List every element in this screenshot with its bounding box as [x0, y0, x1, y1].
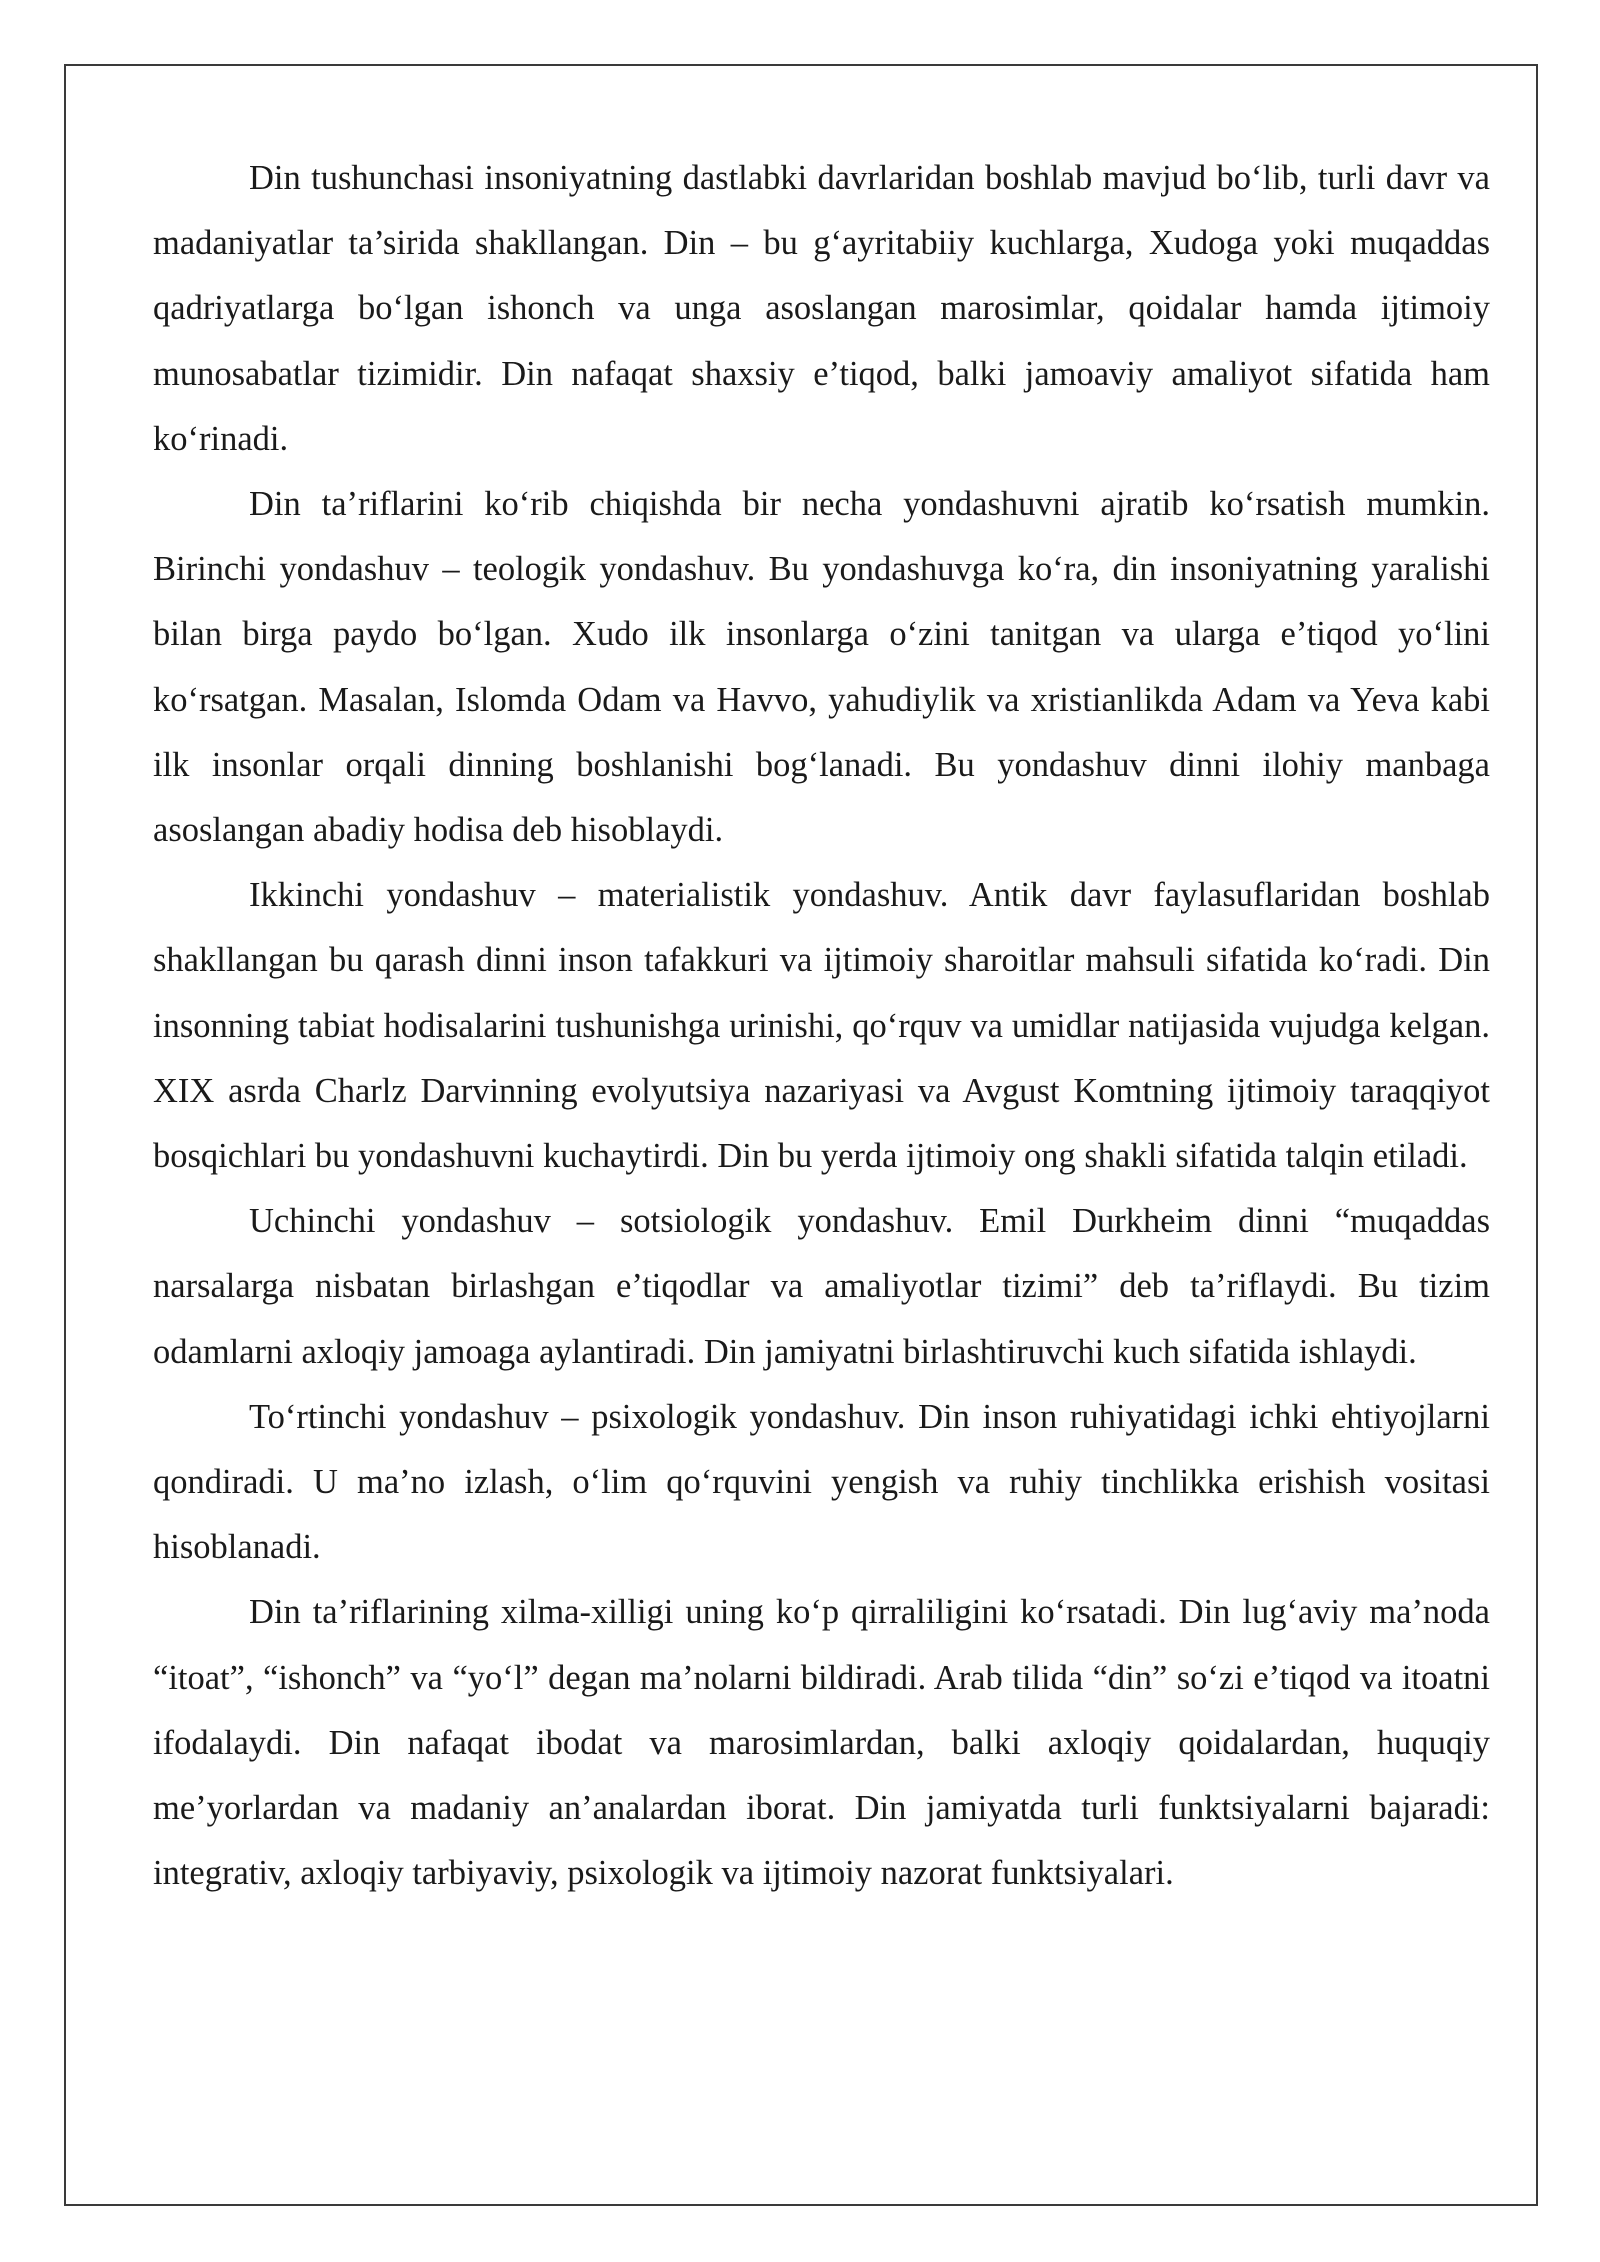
document-body	[153, 146, 1490, 1906]
paragraph-6: Din ta’riflarining xilma-xilligi uning ko‘p qirraliligini ko‘rsatadi. Din lug‘aviy ma’noda “itoat”, “ishonch” va “yo‘l” degan ma’nolarni bildiradi. Arab tilida “din” so‘zi e’tiqod va itoatni ifodalaydi. Din nafaqat ibodat va marosimlardan, balki axloqiy qoidalardan, huquqiy me’yorlardan va madaniy an’analardan iborat. Din jamiyatda turli funktsiyalarni bajaradi: integrativ, axloqiy tarbiyaviy, psixologik va ijtimoiy nazorat funktsiyalari.	[153, 1593, 1490, 1893]
paragraph-3: Ikkinchi yondashuv – materialistik yondashuv. Antik davr faylasuflaridan boshlab shakllangan bu qarash dinni inson tafakkuri va ijtimoiy sharoitlar mahsuli sifatida ko‘radi. Din insonning tabiat hodisalarini tushunishga urinishi, qo‘rquv va umidlar natijasida vujudga kelgan. XIX asrda Charlz Darvinning evolyutsiya nazariyasi va Avgust Komtning ijtimoiy taraqqiyot bosqichlari bu yondashuvni kuchaytirdi. Din bu yerda ijtimoiy ong shakli sifatida talqin etiladi.	[153, 876, 1490, 1176]
paragraph-4: Uchinchi yondashuv – sotsiologik yondashuv. Emil Durkheim dinni “muqaddas narsalarga nisbatan birlashgan e’tiqodlar va amaliyotlar tizimi” deb ta’riflaydi. Bu tizim odamlarni axloqiy jamoaga aylantiradi. Din jamiyatni birlashtiruvchi kuch sifatida ishlaydi.	[153, 1202, 1490, 1371]
paragraph-2: Din ta’riflarini ko‘rib chiqishda bir necha yondashuvni ajratib ko‘rsatish mumkin. Birinchi yondashuv – teologik yondashuv. Bu yondashuvga ko‘ra, din insoniyatning yaralishi bilan birga paydo bo‘lgan. Xudo ilk insonlarga o‘zini tanitgan va ularga e’tiqod yo‘lini ko‘rsatgan. Masalan, Islomda Odam va Havvo, yahudiylik va xristianlikda Adam va Yeva kabi ilk insonlar orqali dinning boshlanishi bog‘lanadi. Bu yondashuv dinni ilohiy manbaga asoslangan abadiy hodisa deb hisoblaydi.	[153, 485, 1490, 850]
paragraph-1: Din tushunchasi insoniyatning dastlabki davrlaridan boshlab mavjud bo‘lib, turli davr va madaniyatlar ta’sirida shakllangan. Din – bu g‘ayritabiiy kuchlarga, Xudoga yoki muqaddas qadriyatlarga bo‘lgan ishonch va unga asoslangan marosimlar, qoidalar hamda ijtimoiy munosabatlar tizimidir. Din nafaqat shaxsiy e’tiqod, balki jamoaviy amaliyot sifatida ham ko‘rinadi.	[153, 159, 1490, 458]
paragraph-5: To‘rtinchi yondashuv – psixologik yondashuv. Din inson ruhiyatidagi ichki ehtiyojlarni qondiradi. U ma’no izlash, o‘lim qo‘rquvini yengish va ruhiy tinchlikka erishish vositasi hisoblanadi.	[153, 1397, 1490, 1567]
